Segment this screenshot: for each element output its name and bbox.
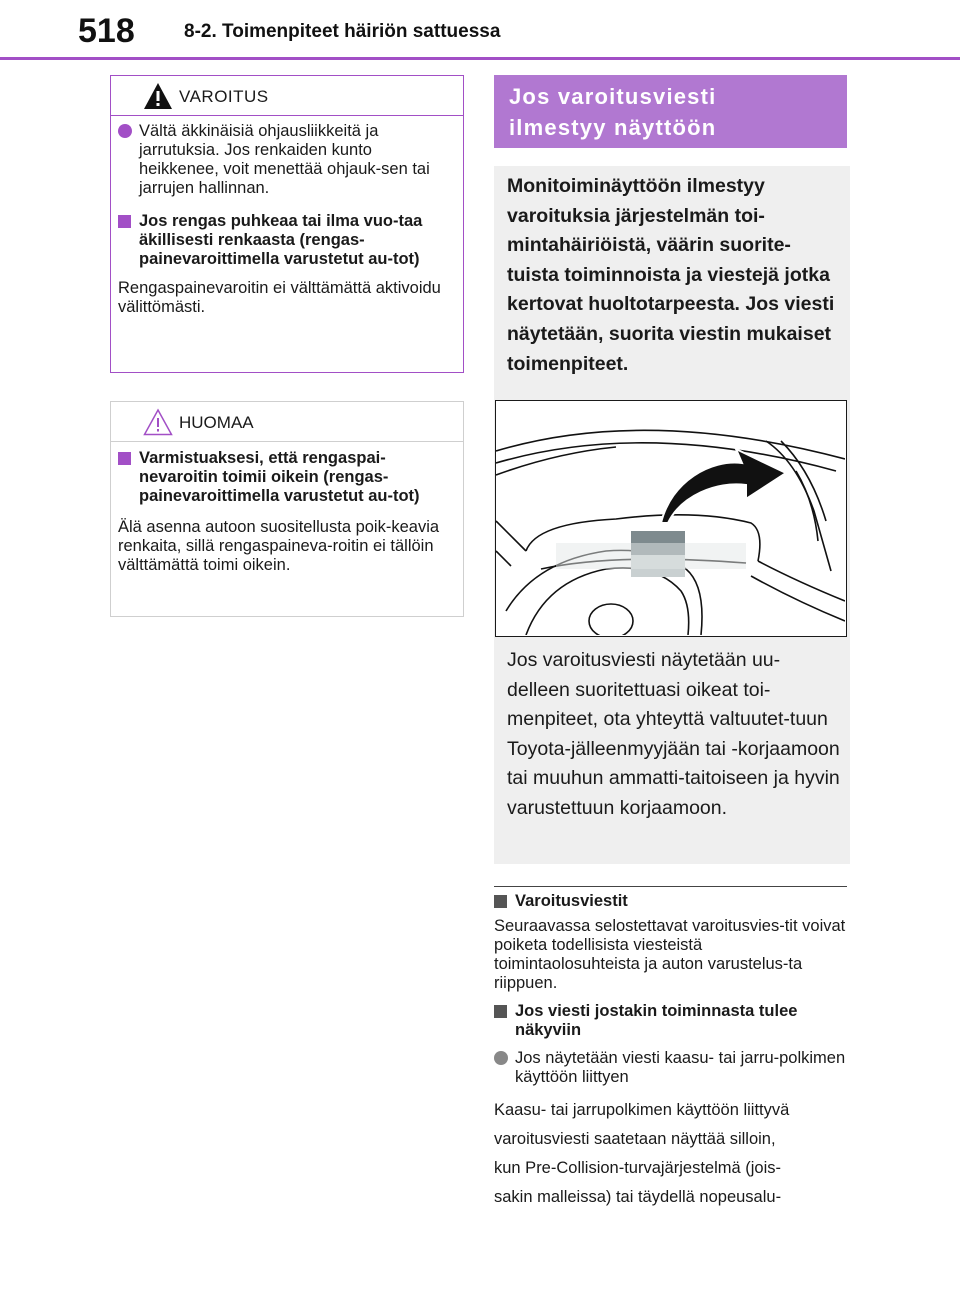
intro-text: Monitoiminäyttöön ilmestyy varoituksia järjestelmän toi-mintahäiriöistä, väärin suorite-tuista toiminnoista ja viestejä jotka kertovat huoltotarpeesta. Jos viesti näytetään, suorita viestin mukaiset toimenpiteet. [507,175,835,375]
bullet-square [494,895,507,908]
warning-box [110,75,464,373]
pedal-bullet [494,1049,849,1087]
warning-box-header [111,76,463,116]
warning-text: Rengaspainevaroitin ei välttämättä aktivoidu välittömästi. [118,279,441,316]
section-heading-line1: Jos varoitusviesti [509,84,717,109]
section-heading [494,75,847,148]
bullet-square [118,452,131,465]
section-divider [494,886,847,887]
instrument-cluster-drawing [496,401,845,635]
bullet-square [494,1005,507,1018]
warning-messages-text: Seuraavassa selostettavat varoitusvies-tit voivat poiketa todellisista viesteistä toimintaolosuhteista ja auton varustelus-ta riippuen. [494,917,846,992]
warning-messages-heading: Varoitusviestit [515,892,628,910]
text-line: sakin malleissa) tai täydellä nopeusalu- [494,1188,782,1206]
page-number: 518 [78,12,135,50]
caution-triangle-icon [143,408,173,436]
warning-subheading: Jos rengas puhkeaa tai ilma vuo-taa äkillisesti renkaasta (rengas-painevaroittimella varustetut au-tot) [139,212,423,268]
note-subsection [118,449,455,506]
note-subheading: Varmistuaksesi, että rengaspai-nevaroitin toimii oikein (rengas-painevaroittimella varustetut au-tot) [139,449,420,505]
chapter-title: 8-2. Toimenpiteet häiriön sattuessa [184,21,501,42]
text-line: kun Pre-Collision-turvajärjestelmä (jois- [494,1159,782,1177]
heading-item [494,892,849,911]
warning-bullet [118,122,455,198]
after-illustration-text: Jos varoitusviesti näytetään uu-delleen suoritettuasi oikeat toi-menpiteet, ota yhteyttä valtuutet-tuun Toyota-jälleenmyyjään tai -korjaamoon tai muuhun ammatti-taitoiseen ja hyvin varustettuun korjaamoon. [507,649,840,819]
warning-triangle-icon [143,82,173,110]
function-message-heading: Jos viesti jostakin toiminnasta tulee näkyviin [515,1002,798,1039]
bullet-dot [118,124,132,138]
note-label: HUOMAA [179,413,254,432]
warning-label: VAROITUS [179,87,269,106]
warning-subsection [118,212,455,269]
info-panel [494,166,850,864]
warning-messages-section [494,892,849,1212]
page-header [0,0,960,64]
pedal-bullet-text: Jos näytetään viesti kaasu- tai jarru-polkimen käyttöön liittyen [515,1049,846,1086]
note-box [110,401,464,617]
dashboard-illustration [495,400,847,637]
note-text: Älä asenna autoon suositellusta poik-keavia renkaita, sillä rengaspaineva-roitin ei tällöin välttämättä toimi oikein. [118,518,440,574]
text-line: varoitusviesti saatetaan näyttää silloin, [494,1130,776,1148]
pedal-explanation [494,1096,849,1212]
header-rule [0,57,960,60]
section-heading-line2: ilmestyy näyttöön [509,115,717,140]
heading-item [494,1002,849,1040]
text-line: Kaasu- tai jarrupolkimen käyttöön liittyvä [494,1101,790,1119]
note-box-header [111,402,463,442]
bullet-square [118,215,131,228]
warning-bullet-text: Vältä äkkinäisiä ohjausliikkeitä ja jarrutuksia. Jos renkaiden kunto heikkenee, voit menettää ohjauk-sen tai jarrujen hallinnan. [139,122,430,197]
bullet-dot [494,1051,508,1065]
